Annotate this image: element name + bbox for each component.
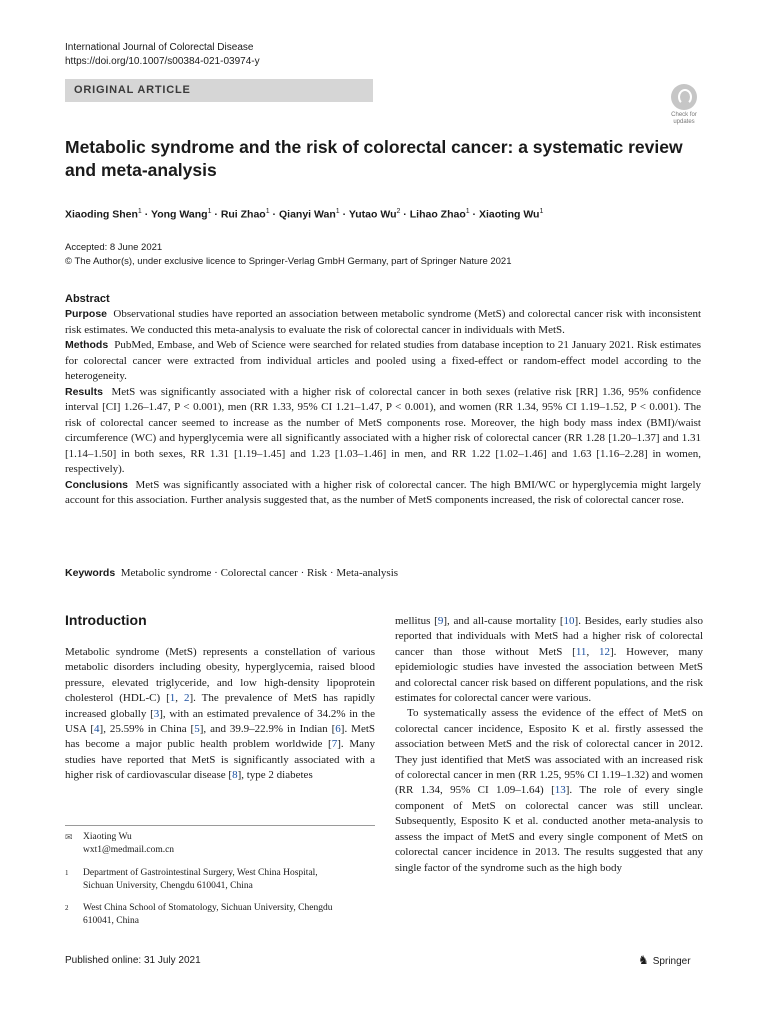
author-separator: · [269, 208, 279, 221]
published-date: Published online: 31 July 2021 [65, 955, 201, 966]
abstract-methods [65, 338, 701, 385]
purpose-text: Observational studies have reported an association between metabolic syndrome (MetS) and colorectal cancer risk with inconsistent risk estimates. We conducted this meta-analysis to evaluate the risk of colorectal cancer in individuals with MetS. [65, 308, 702, 336]
reference-link[interactable]: 11 [575, 645, 587, 658]
copyright-notice: © The Author(s), under exclusive licence to Springer-Verlag GmbH Germany, part of Springer Nature 2021 [65, 256, 512, 267]
corresponding-author [65, 831, 174, 857]
affiliation-text: Department of Gastrointestinal Surgery, West China Hospital, Sichuan University, Chengdu 610041, China [83, 868, 318, 891]
author-affiliation-mark: 1 [465, 208, 470, 215]
springer-horse-icon: ♞ [638, 953, 649, 967]
author-affiliation-mark: 1 [265, 208, 270, 215]
author-separator: · [400, 208, 410, 221]
affiliation-2 [65, 902, 343, 928]
check-for-updates-label: Check for updates [671, 112, 697, 125]
author-name[interactable]: Lihao Zhao [409, 208, 466, 221]
keywords-label: Keywords [65, 567, 116, 579]
keywords [65, 566, 398, 581]
intro-right-column [395, 614, 703, 876]
affiliation-number: 1 [65, 869, 69, 877]
author-separator: · [469, 208, 479, 221]
journal-name: International Journal of Colorectal Disease [65, 42, 254, 53]
intro-paragraph-2: To systematically assess the evidence of the effect of MetS on colorectal cancer incidence, Esposito K et al. firstly assessed the association between MetS and the risk of colorectal cancer in 2012. They just identified that MetS was associated with an increased risk of colorectal cancer in men (RR 1.25, 95% CI 1.19–1.32) and women (RR 1.34, 95% CI 1.09–1.64) [13]. The role of every single component of MetS on colorectal cancer was still unclear. Subsequently, Esposito K et al. conducted another meta-analysis to assess the impact of MetS and every single component of MetS on colorectal cancer incidence in 2013. The results suggested that any single factor of the syndrome such as the high body [395, 707, 703, 874]
affiliation-number: 2 [65, 904, 69, 912]
author-name[interactable]: Yong Wang [150, 208, 208, 221]
journal-header [65, 41, 260, 69]
affiliation-1 [65, 867, 343, 893]
accepted-date: Accepted: 8 June 2021 [65, 242, 163, 253]
publisher-name: Springer [652, 956, 691, 967]
reference-link[interactable]: 8 [232, 769, 238, 782]
abstract-purpose [65, 307, 701, 338]
reference-link[interactable]: 5 [194, 723, 200, 736]
reference-link[interactable]: 6 [335, 723, 341, 736]
doi-link[interactable]: https://doi.org/10.1007/s00384-021-03974-y [65, 56, 260, 67]
author-affiliation-mark: 1 [539, 208, 544, 215]
intro-paragraph-1: Metabolic syndrome (MetS) represents a constellation of various metabolic disorders including obesity, hyperglycemia, raised blood pressure, elevated triglyceride, and low high-density lipoprotein cholesterol (HDL-C) [1, 2]. The prevalence of MetS has rapidly increased globally [3], with an estimated prevalence of 34.2% in the USA [4], 25.59% in China [5], and 39.9–22.9% in Indian [6]. MetS has become a major public health problem worldwide [7]. Many studies have reported that MetS is significantly associated with a higher risk of cardiovascular disease [8], type 2 diabetes [65, 646, 376, 782]
footnote-divider [65, 825, 375, 826]
author-affiliation-mark: 1 [207, 208, 212, 215]
affiliation-text: West China School of Stomatology, Sichuan University, Chengdu 610041, China [83, 903, 333, 926]
article-type-label: ORIGINAL ARTICLE [74, 84, 191, 96]
intro-paragraph-1-continued: mellitus [9], and all-cause mortality [10]. Besides, early studies also reported that individuals with MetS had a higher risk of colorectal cancer than those without MetS [11, 12]. However, many epidemiologic studies have invested the association between MetS and colorectal cancer risk based on different populations, and the risk estimates for colorectal cancer were various. [395, 615, 703, 705]
author-affiliation-mark: 1 [137, 208, 142, 215]
corresponding-email[interactable]: wxt1@medmail.com.cn [83, 845, 175, 855]
publisher-logo [638, 953, 691, 969]
reference-link[interactable]: 13 [554, 784, 566, 797]
check-for-updates-badge[interactable] [664, 84, 704, 126]
methods-label: Methods [65, 339, 109, 351]
author-affiliation-mark: 1 [335, 208, 340, 215]
corresponding-name: Xiaoting Wu [83, 832, 132, 842]
keywords-text: Metabolic syndrome · Colorectal cancer · Risk · Meta-analysis [120, 567, 399, 579]
reference-link[interactable]: 3 [153, 707, 160, 720]
results-label: Results [65, 385, 103, 398]
author-affiliation-mark: 2 [396, 208, 401, 215]
reference-link[interactable]: 9 [437, 615, 444, 627]
abstract-conclusions [65, 478, 701, 509]
author-separator: · [141, 208, 151, 221]
reference-link[interactable]: 10 [563, 615, 575, 627]
reference-link[interactable]: 12 [598, 645, 610, 658]
author-name[interactable]: Rui Zhao [220, 208, 266, 221]
author-name[interactable]: Yutao Wu [348, 208, 397, 221]
author-separator: · [211, 208, 221, 221]
author-list [65, 205, 543, 222]
purpose-label: Purpose [65, 308, 108, 320]
envelope-icon: ✉ [65, 832, 73, 842]
abstract-heading: Abstract [65, 293, 110, 305]
author-name[interactable]: Xiaoding Shen [65, 208, 138, 221]
abstract-results [65, 385, 701, 478]
reference-link[interactable]: 1 [169, 692, 176, 705]
introduction-heading: Introduction [65, 612, 147, 628]
reference-link[interactable]: 4 [94, 723, 100, 736]
reference-link[interactable]: 2 [184, 692, 190, 705]
conclusions-label: Conclusions [65, 478, 129, 491]
conclusions-text: MetS was significantly associated with a higher risk of colorectal cancer. The high BMI/WC or hyperglycemia might largely account for this association. Further analysis suggested that, as the number of MetS components increased, the risk of colorectal cancer rose. [65, 478, 701, 506]
article-type-bar [65, 79, 373, 102]
methods-text: PubMed, Embase, and Web of Science were searched for related studies from database inception to 21 January 2021. Risk estimates for colorectal cancer were extracted from individual articles and pooled using a fixed-effect or random-effect model according to the heterogeneity. [65, 339, 701, 382]
abstract [65, 292, 701, 509]
article-dates [65, 241, 512, 269]
reference-link[interactable]: 7 [331, 738, 338, 751]
author-name[interactable]: Qianyi Wan [278, 208, 336, 221]
author-separator: · [339, 208, 349, 221]
results-text: MetS was significantly associated with a higher risk of colorectal cancer in both sexes (relative risk [RR] 1.36, 95% confidence interval [CI] 1.26–1.47, P < 0.001), men (RR 1.33, 95% CI 1.21–1.47, P < 0.001), and women (RR 1.34, 95% CI 1.19–1.52, P < 0.001). The risk of colorectal cancer seemed to increase as the number of MetS components rose. Moreover, the high body mass index (BMI)/waist circumference (WC) and hyperglycemia were all significantly associated with a higher risk of colorectal cancer (RR 1.28 [1.20–1.37] and 1.31 [1.14–1.50] in both sexes, RR 1.31 [1.19–1.45] and 1.23 [1.03–1.46] in men, and RR 1.22 [1.02–1.46] and 1.63 [1.16–2.28] in women, respectively). [65, 385, 702, 475]
author-name[interactable]: Xiaoting Wu [478, 208, 540, 221]
article-title: Metabolic syndrome and the risk of colorectal cancer: a systematic review and meta-analysis [65, 137, 683, 180]
check-for-updates-icon [671, 84, 697, 110]
